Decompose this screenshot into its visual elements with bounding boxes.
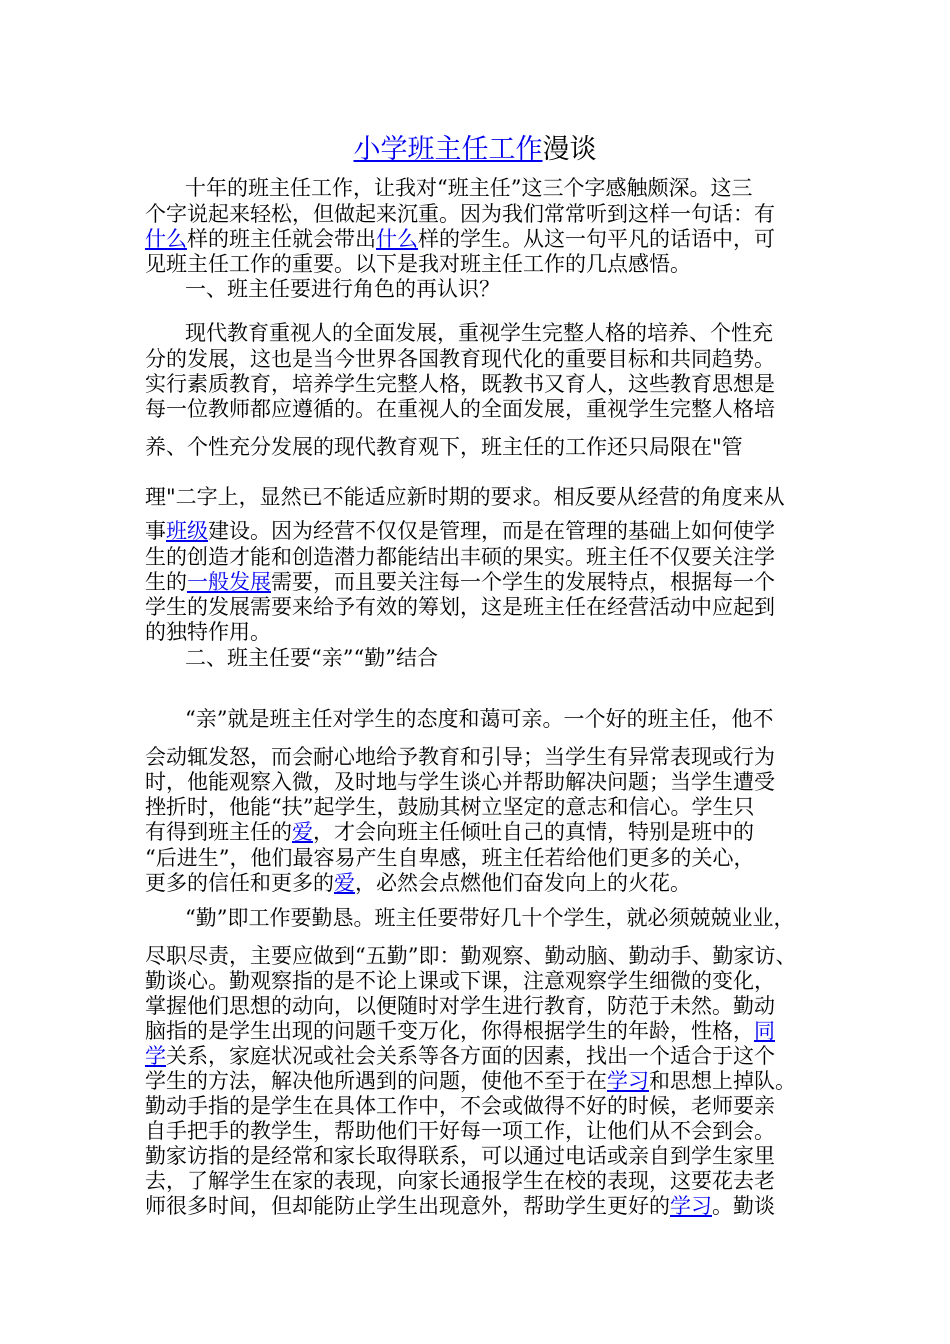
inline-link[interactable]: 爱 <box>334 871 355 895</box>
inline-link[interactable]: 一般发展 <box>187 570 271 594</box>
p2-line-7 <box>145 870 845 896</box>
inline-link[interactable]: 学 <box>145 1044 166 1068</box>
p1-line-8: 生的创造才能和创造潜力都能结出丰硕的果实。班主任不仅要关注学 <box>145 545 775 569</box>
text-segment: 样的班主任就会带出 <box>187 227 376 251</box>
p2-line-1: “亲”就是班主任对学生的态度和蔼可亲。一个好的班主任，他不 <box>185 707 774 731</box>
p3-line-10: 勤家访指的是经常和家长取得联系，可以通过电话或亲自到学生家里 <box>145 1144 775 1168</box>
inline-link[interactable]: 学习 <box>607 1069 649 1093</box>
text-segment: 。勤谈 <box>712 1194 775 1218</box>
p3-line-11: 去，了解学生在家的表现，向家长通报学生在校的表现，这要花去老 <box>145 1169 775 1193</box>
text-segment: 生的 <box>145 570 187 594</box>
section-heading-1: 一、班主任要进行角色的再认识？ <box>185 277 500 301</box>
text-segment: 更多的信任和更多的 <box>145 871 334 895</box>
text-segment: 关系，家庭状况或社会关系等各方面的因素，找出一个适合于这个 <box>166 1044 775 1068</box>
text-segment: 有得到班主任的 <box>145 820 292 844</box>
p3-line-1: “勤”即工作要勤恳。班主任要带好几十个学生，就必须兢兢业业， <box>185 906 795 930</box>
p3-line-7 <box>145 1068 845 1094</box>
inline-link[interactable]: 班级 <box>166 519 208 543</box>
p3-line-4: 掌握他们思想的动向，以便随时对学生进行教育，防范于未然。勤动 <box>145 994 775 1018</box>
p3-line-12 <box>145 1193 845 1219</box>
title-text: 漫谈 <box>542 134 597 165</box>
text-segment: ，必然会点燃他们奋发向上的火花。 <box>355 871 691 895</box>
p1-line-10: 学生的发展需要来给予有效的筹划，这是班主任在经营活动中应起到 <box>145 595 775 619</box>
intro-line-4: 见班主任工作的重要。以下是我对班主任工作的几点感悟。 <box>145 252 691 276</box>
p3-line-2: 尽职尽责，主要应做到“五勤”即：勤观察、勤动脑、勤动手、勤家访、 <box>145 944 797 968</box>
p2-line-3: 时，他能观察入微，及时地与学生谈心并帮助解决问题；当学生遭受 <box>145 770 775 794</box>
p2-line-6: “后进生”，他们最容易产生自卑感，班主任若给他们更多的关心， <box>145 846 755 870</box>
intro-line-2: 个字说起来轻松，但做起来沉重。因为我们常常听到这样一句话：有 <box>145 202 775 226</box>
p1-line-7 <box>145 518 845 544</box>
p1-line-9 <box>145 569 845 595</box>
title-link[interactable]: 小学班主任工作 <box>353 134 543 165</box>
p2-line-5 <box>145 819 845 845</box>
intro-line-3 <box>145 226 845 252</box>
text-segment: 和思想上掉队。 <box>649 1069 796 1093</box>
p2-line-2: 会动辄发怒，而会耐心地给予教育和引导；当学生有异常表现或行为 <box>145 745 775 769</box>
text-segment: ，才会向班主任倾吐自己的真情，特别是班中的 <box>313 820 754 844</box>
page-title <box>0 133 950 167</box>
text-segment: 师很多时间，但却能防止学生出现意外，帮助学生更好的 <box>145 1194 670 1218</box>
p3-line-8: 勤动手指的是学生在具体工作中，不会或做得不好的时候，老师要亲 <box>145 1094 775 1118</box>
p1-line-4: 每一位教师都应遵循的。在重视人的全面发展，重视学生完整人格培 <box>145 397 775 421</box>
inline-link[interactable]: 同 <box>754 1019 775 1043</box>
p3-line-5 <box>145 1018 845 1044</box>
text-segment: 脑指的是学生出现的问题千变万化，你得根据学生的年龄，性格， <box>145 1019 754 1043</box>
text-segment: 需要，而且要关注每一个学生的发展特点，根据每一个 <box>271 570 775 594</box>
inline-link[interactable]: 什么 <box>376 227 418 251</box>
p3-line-6 <box>145 1043 845 1069</box>
inline-link[interactable]: 学习 <box>670 1194 712 1218</box>
p3-line-3: 勤谈心。勤观察指的是不论上课或下课，注意观察学生细微的变化， <box>145 969 775 993</box>
text-segment: 建设。因为经营不仅仅是管理，而是在管理的基础上如何使学 <box>208 519 775 543</box>
text-segment: 事 <box>145 519 166 543</box>
text-segment: 样的学生。从这一句平凡的话语中，可 <box>418 227 775 251</box>
inline-link[interactable]: 爱 <box>292 820 313 844</box>
p1-line-5: 养、个性充分发展的现代教育观下，班主任的工作还只局限在"管 <box>145 435 743 459</box>
p1-line-6: 理"二字上，显然已不能适应新时期的要求。相反要从经营的角度来从 <box>145 485 785 509</box>
p3-line-9: 自手把手的教学生，帮助他们干好每一项工作，让他们从不会到会。 <box>145 1119 775 1143</box>
p1-line-3: 实行素质教育，培养学生完整人格，既教书又育人，这些教育思想是 <box>145 372 775 396</box>
p1-line-11: 的独特作用。 <box>145 620 271 644</box>
text-segment: 学生的方法，解决他所遇到的问题，使他不至于在 <box>145 1069 607 1093</box>
inline-link[interactable]: 什么 <box>145 227 187 251</box>
section-heading-2: 二、班主任要“亲”“勤”结合 <box>185 646 438 670</box>
intro-line-1: 十年的班主任工作，让我对“班主任”这三个字感触颇深。这三 <box>185 176 753 200</box>
p1-line-1: 现代教育重视人的全面发展，重视学生完整人格的培养、个性充 <box>185 321 773 345</box>
p2-line-4: 挫折时，他能“扶”起学生，鼓励其树立坚定的意志和信心。学生只 <box>145 795 755 819</box>
p1-line-2: 分的发展，这也是当今世界各国教育现代化的重要目标和共同趋势。 <box>145 347 775 371</box>
